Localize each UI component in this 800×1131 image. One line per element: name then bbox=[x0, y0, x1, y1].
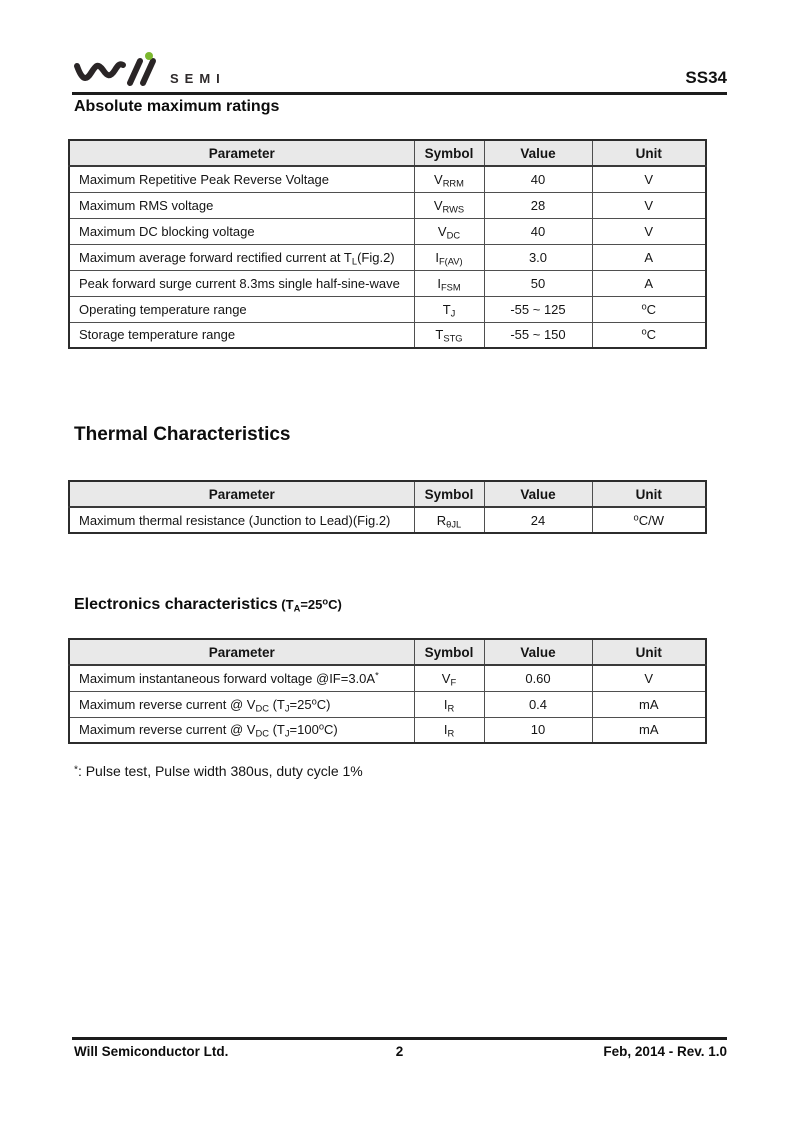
value-cell: -55 ~ 150 bbox=[484, 322, 592, 348]
table-row bbox=[69, 717, 706, 743]
symbol-cell: $V_{DC}$ bbox=[414, 218, 484, 244]
section-heading-absolute-max: Absolute maximum ratings bbox=[74, 98, 280, 115]
symbol-cell: $V_F$ bbox=[414, 665, 484, 691]
brand-text: SEMI bbox=[170, 71, 226, 86]
param-cell: Maximum average forward rectified current at $T_L(Fig.2)$ bbox=[69, 244, 414, 270]
unit-cell: V bbox=[592, 166, 706, 192]
column-header: Value bbox=[484, 481, 592, 507]
electronics-heading-text: Electronics characteristics bbox=[74, 596, 278, 613]
unit-cell: mA bbox=[592, 691, 706, 717]
unit-cell: $^o$C bbox=[592, 322, 706, 348]
param-cell: Maximum reverse current @ $V_{DC}$ $(T_J=100^oC)$ bbox=[69, 717, 414, 743]
column-header: Parameter bbox=[69, 639, 414, 665]
param-cell: Maximum RMS voltage bbox=[69, 192, 414, 218]
symbol-cell: $T_J$ bbox=[414, 296, 484, 322]
column-header: Symbol bbox=[414, 140, 484, 166]
table-row bbox=[69, 507, 706, 533]
table-row bbox=[69, 691, 706, 717]
param-cell: Maximum instantaneous forward voltage @IF=3.0A* bbox=[69, 665, 414, 691]
column-header: Unit bbox=[592, 140, 706, 166]
column-header: Symbol bbox=[414, 639, 484, 665]
param-cell: Maximum reverse current @ $V_{DC}$ $(T_J=25^oC)$ bbox=[69, 691, 414, 717]
part-number: SS34 bbox=[685, 68, 727, 87]
value-cell: 40 bbox=[484, 166, 592, 192]
symbol-cell: $V_{RRM}$ bbox=[414, 166, 484, 192]
symbol-cell: $R_{\theta JL}$ bbox=[414, 507, 484, 533]
table-row bbox=[69, 218, 706, 244]
symbol-cell: $I_R$ bbox=[414, 691, 484, 717]
footer-company: Will Semiconductor Ltd. bbox=[74, 1044, 229, 1059]
table-header-row bbox=[69, 481, 706, 507]
table-row bbox=[69, 192, 706, 218]
table-row bbox=[69, 322, 706, 348]
param-cell: Maximum thermal resistance (Junction to Lead)(Fig.2) bbox=[69, 507, 414, 533]
table-header-row bbox=[69, 639, 706, 665]
column-header: Symbol bbox=[414, 481, 484, 507]
unit-cell: $^o$C bbox=[592, 296, 706, 322]
column-header: Value bbox=[484, 140, 592, 166]
column-header: Parameter bbox=[69, 140, 414, 166]
logo-wave bbox=[77, 64, 123, 78]
unit-cell: A bbox=[592, 270, 706, 296]
logo-dot bbox=[145, 52, 153, 60]
unit-cell: V bbox=[592, 218, 706, 244]
value-cell: 10 bbox=[484, 717, 592, 743]
page-header bbox=[72, 50, 727, 90]
footer-revision: Feb, 2014 - Rev. 1.0 bbox=[603, 1044, 727, 1059]
electronics-test-condition: $(T_A=25^oC)$ bbox=[277, 596, 342, 614]
electronics-characteristics-table bbox=[68, 638, 707, 744]
table-row bbox=[69, 296, 706, 322]
symbol-cell: $I_{F(AV)}$ bbox=[414, 244, 484, 270]
thermal-characteristics-table bbox=[68, 480, 707, 534]
param-cell: Peak forward surge current 8.3ms single half-sine-wave bbox=[69, 270, 414, 296]
table-row bbox=[69, 244, 706, 270]
column-header: Value bbox=[484, 639, 592, 665]
column-header: Unit bbox=[592, 639, 706, 665]
value-cell: 40 bbox=[484, 218, 592, 244]
symbol-cell: $V_{RWS}$ bbox=[414, 192, 484, 218]
value-cell: 3.0 bbox=[484, 244, 592, 270]
logo-slash-2 bbox=[143, 61, 153, 83]
value-cell: 24 bbox=[484, 507, 592, 533]
value-cell: -55 ~ 125 bbox=[484, 296, 592, 322]
header-rule bbox=[72, 92, 727, 95]
symbol-cell: $T_{STG}$ bbox=[414, 322, 484, 348]
column-header: Unit bbox=[592, 481, 706, 507]
param-cell: Storage temperature range bbox=[69, 322, 414, 348]
footer-page-number: 2 bbox=[395, 1044, 404, 1059]
unit-cell: A bbox=[592, 244, 706, 270]
unit-cell: V bbox=[592, 665, 706, 691]
unit-cell: V bbox=[592, 192, 706, 218]
will-logo-mark bbox=[72, 52, 160, 90]
table-row bbox=[69, 665, 706, 691]
value-cell: 50 bbox=[484, 270, 592, 296]
param-cell: Maximum Repetitive Peak Reverse Voltage bbox=[69, 166, 414, 192]
table-header-row bbox=[69, 140, 706, 166]
table-row bbox=[69, 270, 706, 296]
table-row bbox=[69, 166, 706, 192]
column-header: Parameter bbox=[69, 481, 414, 507]
param-cell: Operating temperature range bbox=[69, 296, 414, 322]
pulse-test-footnote: *: Pulse test, Pulse width 380us, duty cycle 1% bbox=[74, 763, 363, 779]
symbol-cell: $I_R$ bbox=[414, 717, 484, 743]
logo-slash-1 bbox=[130, 61, 140, 83]
footer-rule bbox=[72, 1037, 727, 1040]
value-cell: 28 bbox=[484, 192, 592, 218]
will-semi-logo bbox=[72, 52, 226, 90]
symbol-cell: $I_{FSM}$ bbox=[414, 270, 484, 296]
section-heading-thermal: Thermal Characteristics bbox=[74, 424, 291, 445]
section-heading-electronics bbox=[74, 596, 342, 614]
value-cell: 0.60 bbox=[484, 665, 592, 691]
value-cell: 0.4 bbox=[484, 691, 592, 717]
param-cell: Maximum DC blocking voltage bbox=[69, 218, 414, 244]
unit-cell: mA bbox=[592, 717, 706, 743]
absolute-maximum-ratings-table bbox=[68, 139, 707, 349]
unit-cell: $^o$C/W bbox=[592, 507, 706, 533]
